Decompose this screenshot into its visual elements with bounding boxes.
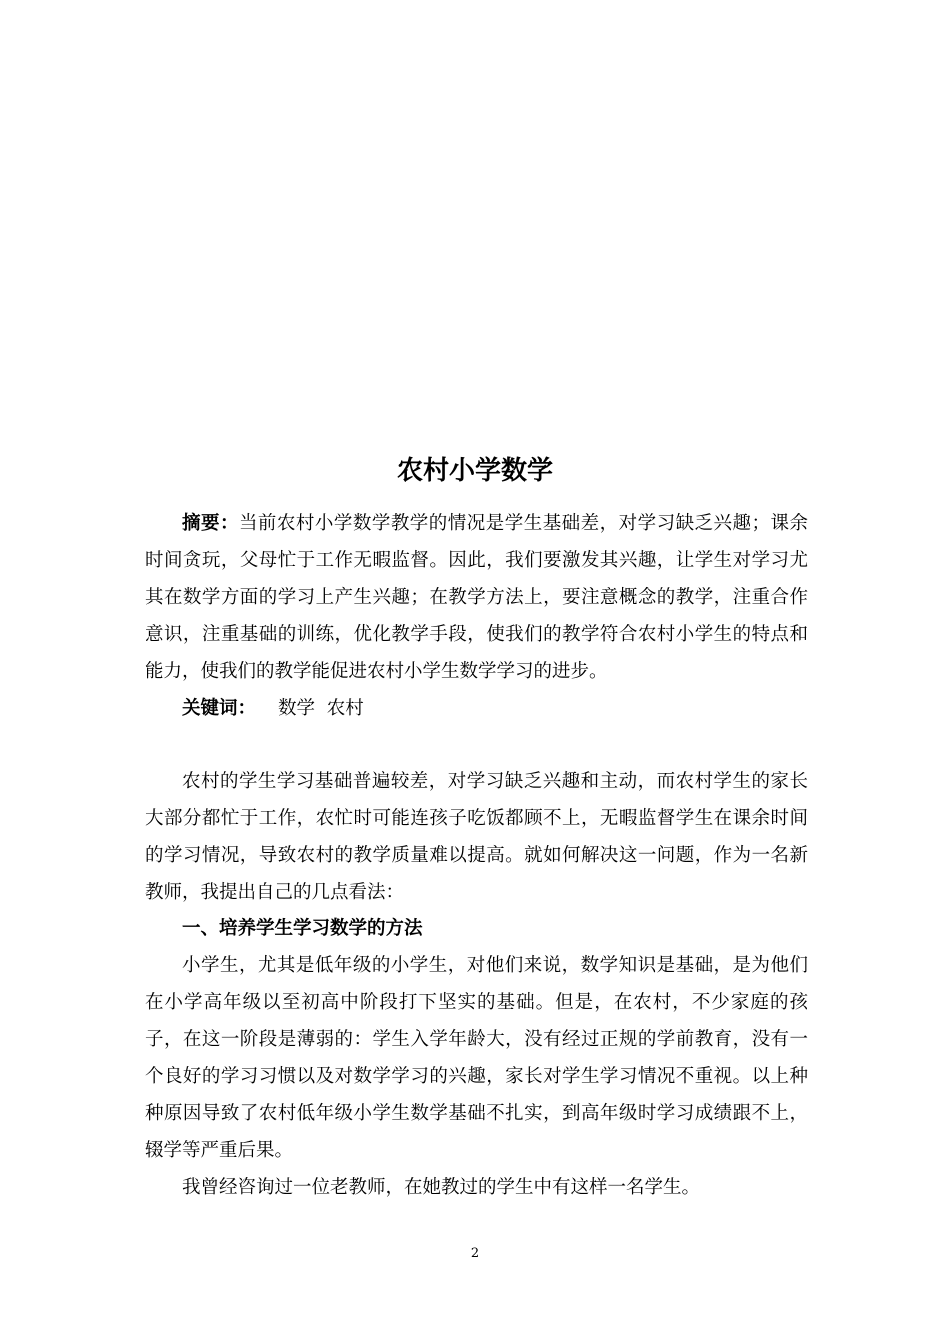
section-paragraph: 我曾经咨询过一位老教师，在她教过的学生中有这样一名学生。: [182, 1177, 701, 1198]
keywords-text: 数学 农村: [278, 698, 364, 719]
keywords-paragraph: [145, 690, 808, 727]
intro-paragraph: 农村的学生学习基础普遍较差，对学习缺乏兴趣和主动，而农村学生的家长大部分都忙于工作，农忙时可能连孩子吃饭都顾不上，无暇监督学生在课余时间的学习情况，导致农村的教学质量难以提高。就如何解决这一问题，作为一名新教师，我提出自己的几点看法：: [145, 771, 808, 903]
abstract-text: 当前农村小学数学教学的情况是学生基础差，对学习缺乏兴趣；课余时间贪玩，父母忙于工作无暇监督。因此，我们要激发其兴趣，让学生对学习尤其在数学方面的学习上产生兴趣；在教学方法上，要注意概念的教学，注重合作意识，注重基础的训练，优化教学手段，使我们的教学符合农村小学生的特点和能力，使我们的教学能促进农村小学生数学学习的进步。: [145, 513, 808, 682]
section-heading: 一、培养学生学习数学的方法: [182, 918, 423, 939]
page-number: 2: [470, 1246, 480, 1261]
document-title: 农村小学数学: [396, 456, 553, 486]
abstract-paragraph: [145, 505, 808, 690]
keywords-label: 关键词：: [182, 698, 257, 719]
abstract-label: 摘要：: [182, 513, 239, 534]
section-paragraph: 小学生，尤其是低年级的小学生，对他们来说，数学知识是基础，是为他们在小学高年级以至初高中阶段打下坚实的基础。但是，在农村，不少家庭的孩子，在这一阶段是薄弱的：学生入学年龄大，没有经过正规的学前教育，没有一个良好的学习习惯以及对数学学习的兴趣，家长对学生学习情况不重视。以上种种原因导致了农村低年级小学生数学基础不扎实，到高年级时学习成绩跟不上，辍学等严重后果。: [145, 955, 808, 1161]
